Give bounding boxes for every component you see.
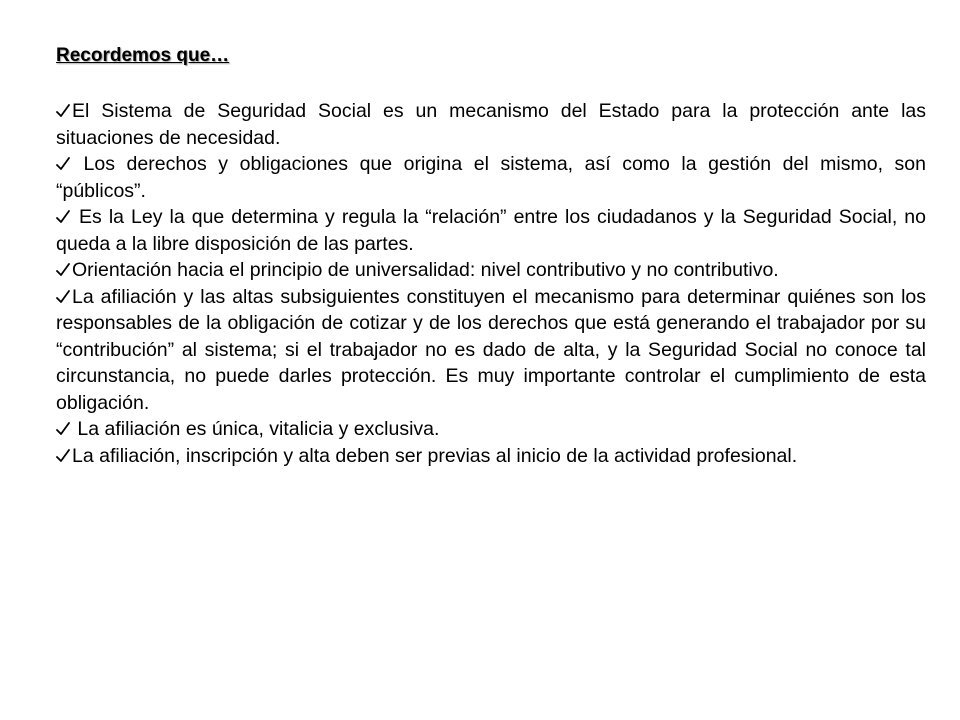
checkmark-icon bbox=[56, 262, 70, 278]
slide-content bbox=[56, 44, 926, 469]
bullet-text: La afiliación, inscripción y alta deben ser previas al inicio de la actividad profesional. bbox=[72, 444, 798, 467]
bullet-item bbox=[56, 98, 926, 151]
bullet-item bbox=[56, 443, 926, 470]
bullet-item bbox=[56, 151, 926, 204]
bullet-text: La afiliación y las altas subsiguientes constituyen el mecanismo para determinar quiénes son los responsables de la obligación de cotizar y de los derechos que está generando el trabajador por su “contribución” al sistema; si el trabajador no es dado de alta, y la Seguridad Social no conoce tal circunstancia, no puede darles protección. Es muy importante controlar el cumplimiento de esta obligación. bbox=[56, 285, 926, 414]
checkmark-icon bbox=[56, 289, 70, 305]
checkmark-icon bbox=[56, 209, 70, 225]
checkmark-icon bbox=[56, 448, 70, 464]
bullet-text: La afiliación es única, vitalicia y exclusiva. bbox=[72, 418, 440, 440]
bullet-item bbox=[56, 204, 926, 257]
bullet-item bbox=[56, 257, 926, 284]
bullet-text: Orientación hacia el principio de universalidad: nivel contributivo y no contributivo. bbox=[72, 259, 779, 281]
checkmark-icon bbox=[56, 156, 70, 172]
bullet-item bbox=[56, 416, 926, 443]
bullet-list bbox=[56, 98, 926, 469]
bullet-text: El Sistema de Seguridad Social es un mecanismo del Estado para la protección ante las situaciones de necesidad. bbox=[56, 100, 926, 149]
bullet-text: Es la Ley la que determina y regula la “relación” entre los ciudadanos y la Seguridad Social, no queda a la libre disposición de las partes. bbox=[56, 206, 926, 255]
checkmark-icon bbox=[56, 103, 70, 119]
checkmark-icon bbox=[56, 421, 70, 437]
slide-title: Recordemos que… bbox=[56, 45, 230, 66]
bullet-text: Los derechos y obligaciones que origina el sistema, así como la gestión del mismo, son “públicos”. bbox=[56, 153, 926, 202]
bullet-item bbox=[56, 284, 926, 417]
